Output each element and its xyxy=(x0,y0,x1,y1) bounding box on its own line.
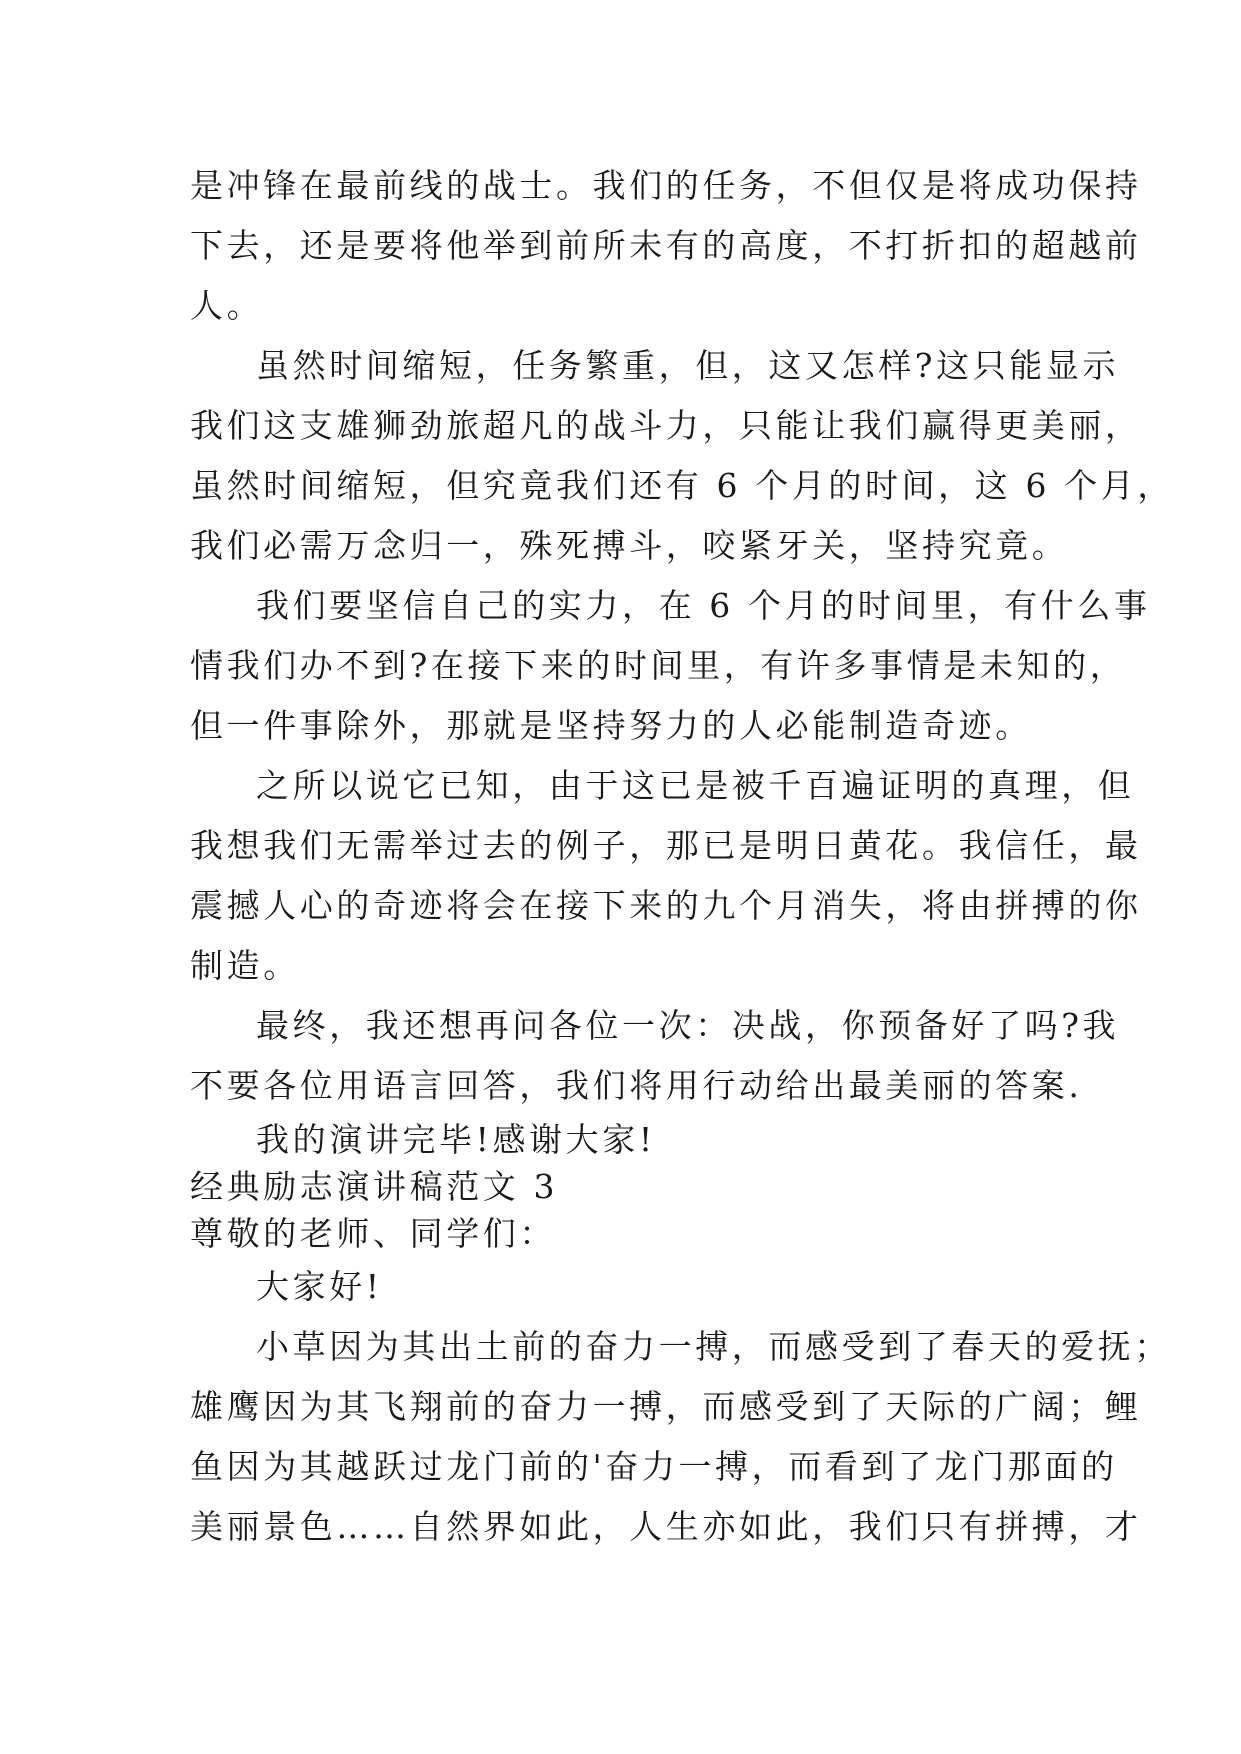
text-line: 是冲锋在最前线的战士。我们的任务，不但仅是将成功保持 xyxy=(190,166,1142,205)
document-body xyxy=(190,156,1174,1557)
text-line: 但一件事除外，那就是坚持努力的人必能制造奇迹。 xyxy=(190,706,1032,745)
closing-line: 我的演讲完毕!感谢大家! xyxy=(256,1120,656,1159)
paragraph-start: 最终，我还想再问各位一次：决战，你预备好了吗?我 xyxy=(256,1006,1120,1045)
greeting: 大家好! xyxy=(256,1267,383,1306)
salutation: 尊敬的老师、同学们： xyxy=(190,1214,556,1253)
text-line: 我想我们无需举过去的例子，那已是明日黄花。我信任，最 xyxy=(190,826,1142,865)
section-title: 经典励志演讲稿范文 3 xyxy=(190,1167,559,1206)
text-line: 美丽景色……自然界如此，人生亦如此，我们只有拼搏，才 xyxy=(190,1507,1142,1546)
paragraph-start: 小草因为其出土前的奋力一搏，而感受到了春天的爱抚； xyxy=(256,1327,1171,1366)
paragraph-start: 之所以说它已知，由于这已是被千百遍证明的真理，但 xyxy=(256,766,1135,805)
text-line: 雄鹰因为其飞翔前的奋力一搏，而感受到了天际的广阔；鲤 xyxy=(190,1387,1142,1426)
paragraph-start: 虽然时间缩短，任务繁重，但，这又怎样?这只能显示 xyxy=(256,346,1120,385)
text-line: 制造。 xyxy=(190,946,300,985)
text-line: 震撼人心的奇迹将会在接下来的九个月消失，将由拼搏的你 xyxy=(190,886,1142,925)
text-line: 人。 xyxy=(190,286,264,325)
text-line: 不要各位用语言回答，我们将用行动给出最美丽的答案. xyxy=(190,1066,1083,1105)
text-line: 情我们办不到?在接下来的时间里，有许多事情是未知的， xyxy=(190,646,1127,685)
text-line: 我们必需万念归一，殊死搏斗，咬紧牙关，坚持究竟。 xyxy=(190,526,1069,565)
text-line: 我们这支雄狮劲旅超凡的战斗力，只能让我们赢得更美丽， xyxy=(190,406,1142,445)
text-line: 下去，还是要将他举到前所未有的高度，不打折扣的超越前 xyxy=(190,226,1142,265)
text-line: 虽然时间缩短，但究竟我们还有 6 个月的时间，这 6 个月， xyxy=(190,466,1174,505)
text-line: 鱼因为其越跃过龙门前的'奋力一搏，而看到了龙门那面的 xyxy=(190,1447,1118,1486)
paragraph-start: 我们要坚信自己的实力，在 6 个月的时间里，有什么事 xyxy=(256,586,1151,625)
